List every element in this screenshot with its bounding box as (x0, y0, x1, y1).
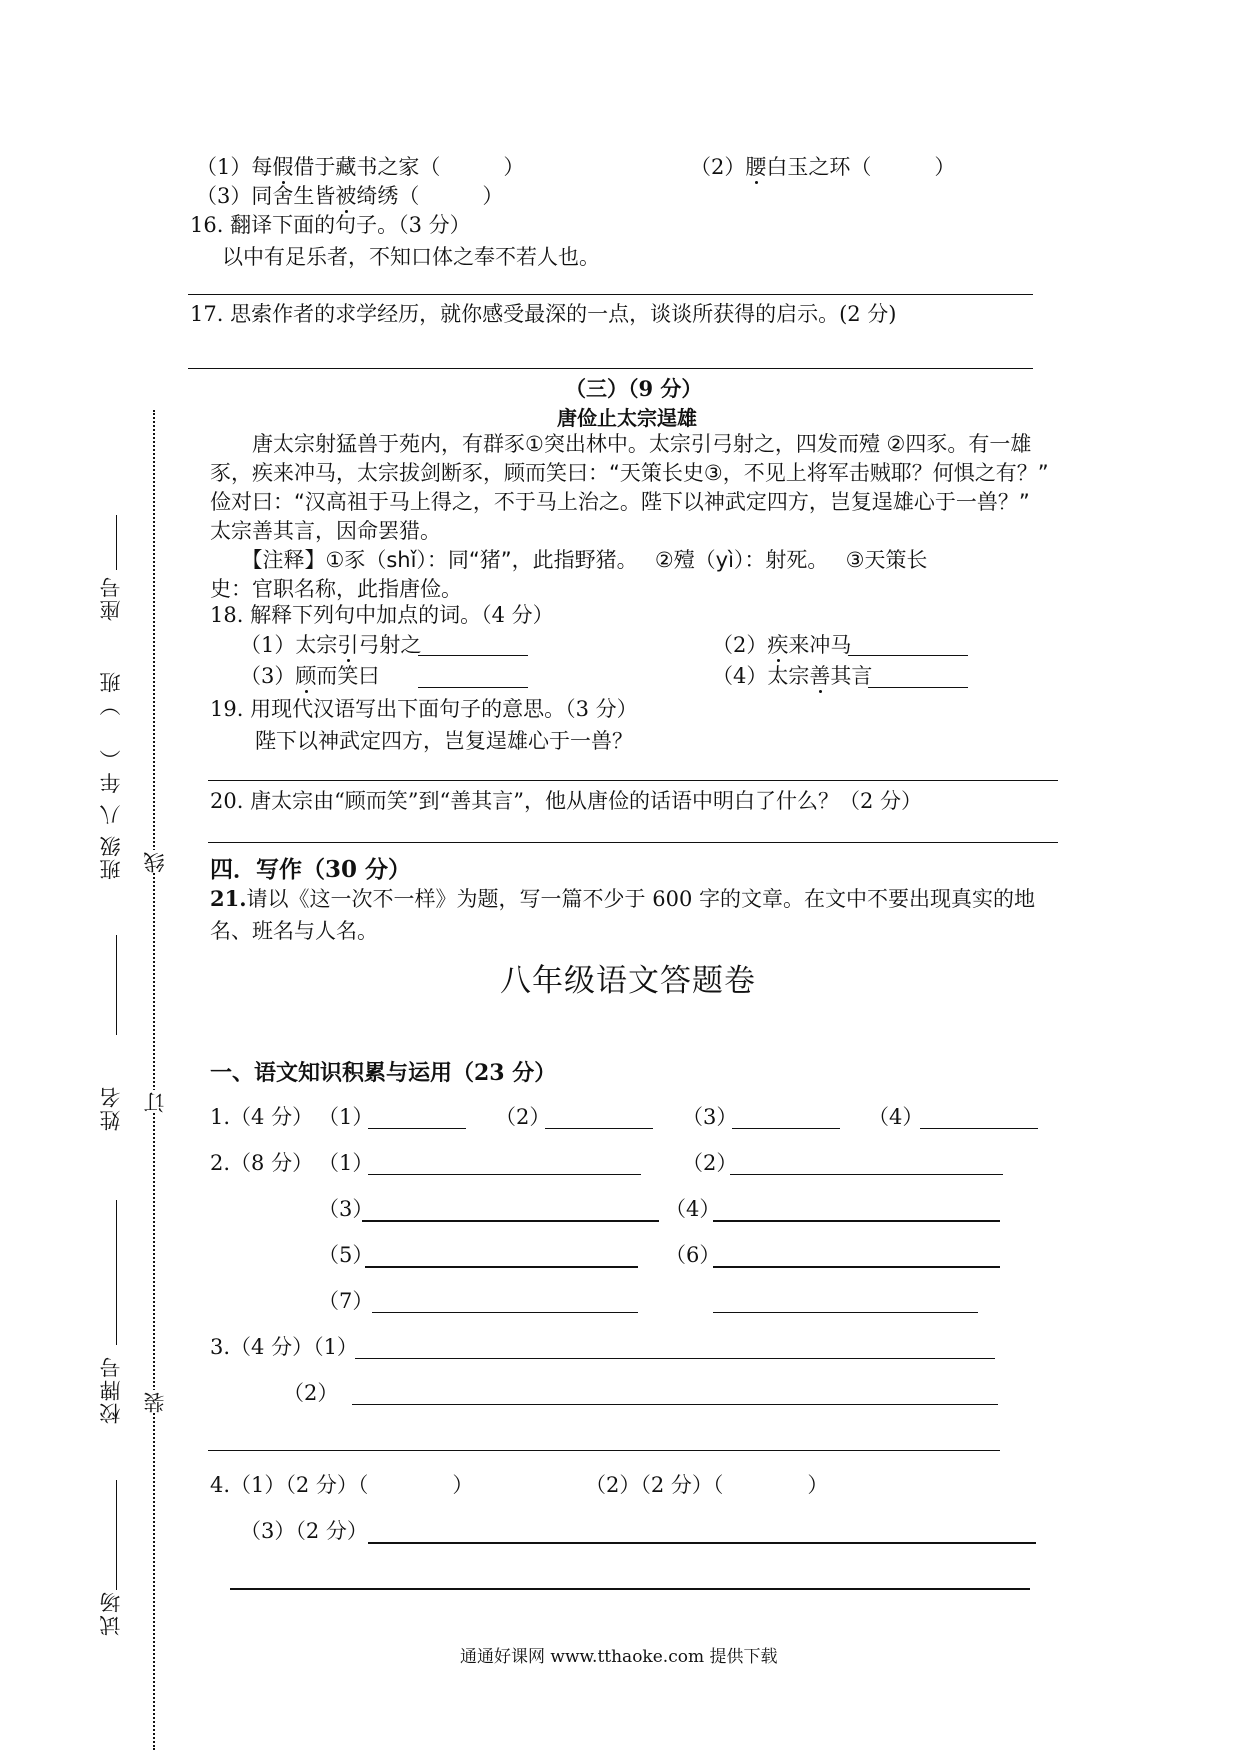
q21-line-1 (210, 886, 1035, 912)
q16-sentence: 以中有足乐者，不知口体之奉不若人也。 (222, 245, 600, 269)
margin-seat-blank (116, 515, 117, 570)
margin-class-label: 班级 八 年（ ）班 (99, 670, 123, 881)
q19-answer-line (208, 780, 1058, 781)
passage-note-1: 【注释】①豕（shǐ）：同“猪”，此指野猪。 ②殪（yì）：射死。 ③天策长 (210, 548, 928, 572)
margin-bind-char: 装 (140, 1390, 170, 1413)
margin-seat-label: 座号 (99, 575, 123, 621)
margin-school-no-blank (116, 1200, 117, 1345)
as-q2-blank-7 (372, 1312, 638, 1313)
passage-line-1: 唐太宗射猛兽于苑内，有群豕①突出林中。太宗引弓射之，四发而殪 ②四豕。有一雄 (210, 432, 1032, 456)
margin-staple-char: 订 (140, 1090, 170, 1113)
as-q2-part-5: （5） (318, 1243, 374, 1267)
as-q1-part-2: （2） (495, 1105, 551, 1129)
q18-blank-2 (848, 655, 968, 656)
as-q1-part-3: （3） (682, 1105, 738, 1129)
q18-blank-4 (868, 687, 968, 688)
q15-item-2: （2）腰白玉之环（ ） (690, 155, 956, 179)
as-q2-blank-1 (368, 1174, 641, 1175)
answer-sheet-title: 八年级语文答题卷 (500, 963, 756, 999)
as-q4-part-2: （2）（2 分）（ ） (585, 1473, 829, 1497)
margin-room-label: 试场 (99, 1590, 123, 1636)
q21-line-2: 名、班名与人名。 (210, 919, 378, 943)
as-q1-part-4: （4） (868, 1105, 924, 1129)
q19-sentence: 陛下以神武定四方，岂复逞雄心于一兽？ (255, 729, 633, 753)
as-q3-label: 3.（4 分）（1） (210, 1335, 358, 1359)
passage-line-4: 太宗善其言，因命罢猎。 (210, 519, 441, 543)
as-q1-blank-2 (545, 1128, 653, 1129)
section3-passage (210, 430, 1060, 604)
answer-sheet-section1: 一、语文知识积累与运用（23 分） (210, 1060, 557, 1086)
margin-room-blank (116, 1480, 117, 1590)
q18-item-4: （4）太宗善其言 (712, 664, 873, 688)
passage-line-2: 豕，疾来冲马，太宗拔剑断豕，顾而笑曰：“天策长史③，不见上将军击贼耶？何惧之有？” (210, 461, 1049, 485)
as-q4-blank-3 (368, 1542, 1036, 1544)
q17-prompt: 17. 思索作者的求学经历，就你感受最深的一点，谈谈所获得的启示。(2 分) (190, 302, 897, 326)
q18-prompt: 18. 解释下列句中加点的词。（4 分） (210, 603, 554, 627)
section3-heading: （三）（9 分） (565, 376, 703, 401)
q21-text-1: 请以《这一次不一样》为题，写一篇不少于 600 字的文章。在文中不要出现真实的地 (246, 887, 1035, 911)
binding-dotted-line (153, 410, 155, 1750)
as-q2-part-4: （4） (665, 1197, 721, 1221)
passage-line-3: 俭对曰：“汉高祖于马上得之，不于马上治之。陛下以神武定四方，岂复逞雄心于一兽？” (210, 490, 1030, 514)
q19-prompt: 19. 用现代汉语写出下面句子的意思。（3 分） (210, 697, 638, 721)
as-q1-blank-4 (920, 1128, 1038, 1129)
as-q2-blank-5 (365, 1266, 638, 1268)
as-q2-part-2: （2） (682, 1151, 738, 1175)
q15-item-1: （1）每假借于藏书之家（ ） (196, 155, 525, 179)
q16-prompt: 16. 翻译下面的句子。（3 分） (190, 213, 471, 237)
margin-name-blank (116, 935, 117, 1035)
page-footer: 通通好课网 www.tthaoke.com 提供下载 (460, 1647, 778, 1667)
as-q3-blank-1 (355, 1358, 995, 1359)
q15-item-3: （3）同舍生皆被绮绣（ ） (196, 184, 504, 208)
q17-answer-line (188, 368, 1033, 369)
as-q1-blank-1 (368, 1128, 466, 1129)
as-q3-part-2: （2） (283, 1381, 339, 1405)
q18-blank-3 (418, 687, 528, 688)
as-q2-part-6: （6） (665, 1243, 721, 1267)
q16-answer-line (188, 294, 1033, 295)
as-q3-blank-3 (208, 1450, 1000, 1451)
q21-number: 21. (210, 886, 247, 911)
as-q4-label: 4.（1）（2 分）（ ） (210, 1473, 474, 1497)
as-q1-label: 1.（4 分） (210, 1105, 314, 1129)
as-q3-blank-2 (352, 1404, 998, 1405)
as-q2-blank-3 (362, 1220, 659, 1222)
as-q2-part-7: （7） (318, 1289, 374, 1313)
q18-item-2: （2）疾来冲马 (712, 633, 852, 657)
section4-heading: 四．写作（30 分） (210, 856, 412, 883)
as-q2-part-3: （3） (318, 1197, 374, 1221)
q18-item-1: （1）太宗引弓射之 (240, 633, 422, 657)
margin-name-label: 姓名 (99, 1085, 123, 1131)
margin-line-char: 线 (140, 850, 170, 873)
as-q2-blank-2 (730, 1174, 1003, 1175)
margin-school-no-label: 校牌号 (99, 1355, 123, 1424)
as-q2-part-1: （1） (318, 1151, 374, 1175)
as-q4-part-3: （3）（2 分） (240, 1519, 368, 1543)
as-q2-label: 2.（8 分） (210, 1151, 314, 1175)
as-q4-blank-4 (230, 1588, 1030, 1590)
as-q1-part-1: （1） (318, 1105, 374, 1129)
q18-blank-1 (418, 655, 528, 656)
as-q2-blank-6 (713, 1266, 1000, 1268)
as-q2-blank-8 (713, 1312, 978, 1313)
section3-title: 唐俭止太宗逞雄 (557, 406, 697, 430)
passage-note-2: 史：官职名称，此指唐俭。 (210, 577, 462, 601)
q18-item-3: （3）顾而笑曰 (240, 664, 380, 688)
as-q2-blank-4 (713, 1220, 1000, 1222)
q20-prompt: 20. 唐太宗由“顾而笑”到“善其言”，他从唐俭的话语中明白了什么？（2 分） (210, 789, 923, 813)
q20-answer-line (208, 842, 1058, 843)
as-q1-blank-3 (732, 1128, 840, 1129)
